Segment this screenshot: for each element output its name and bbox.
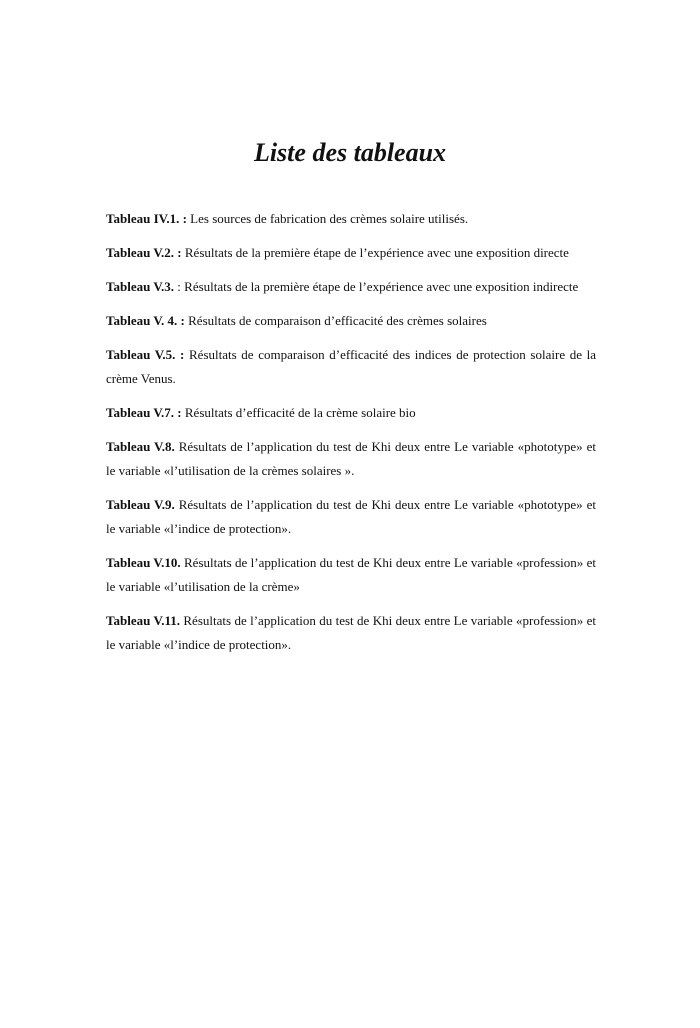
table-entry-label: Tableau V. 4. : [106, 313, 185, 328]
table-entry-label: Tableau V.8. [106, 439, 175, 454]
table-entry-text: Résultats de l’application du test de Khi deux entre Le variable «profession» et le variable «l’utilisation de la crème» [106, 555, 597, 594]
table-entry-text: Résultats de l’application du test de Khi deux entre Le variable «phototype» et le variable «l’utilisation de la crèmes solaires ». [106, 439, 597, 478]
table-entry [106, 343, 596, 391]
table-entry [106, 207, 596, 231]
table-entry-label: Tableau V.10. [106, 555, 181, 570]
table-entry-text: Résultats de comparaison d’efficacité des indices de protection solaire de la crème Venus. [106, 347, 596, 386]
table-entry-text: Résultats de la première étape de l’expérience avec une exposition directe [181, 245, 569, 260]
table-entry [106, 493, 596, 541]
page-title: Liste des tableaux [253, 138, 447, 167]
table-entry-label: Tableau V.11. [106, 613, 180, 628]
table-entry [106, 241, 596, 265]
table-entry-label: Tableau V.5. : [106, 347, 185, 362]
table-entry-text: Résultats d’efficacité de la crème solaire bio [181, 405, 416, 420]
table-entry-label: Tableau V.7. : [106, 405, 182, 420]
table-entry-text: Résultats de l’application du test de Khi deux entre Le variable «phototype» et le variable «l’indice de protection». [106, 497, 597, 536]
table-entry-label: Tableau V.9. [106, 497, 175, 512]
table-entry-text: : Résultats de la première étape de l’expérience avec une exposition indirecte [174, 279, 579, 294]
table-entry [106, 309, 596, 333]
table-entry [106, 435, 596, 483]
table-entry-label: Tableau V.2. : [106, 245, 182, 260]
table-entry-label: Tableau V.3. [106, 279, 175, 294]
table-entry-text: Les sources de fabrication des crèmes solaire utilisés. [186, 211, 469, 226]
table-entry [106, 275, 596, 299]
table-entry [106, 609, 596, 657]
table-entry [106, 551, 596, 599]
table-entry-text: Résultats de l’application du test de Khi deux entre Le variable «profession» et le variable «l’indice de protection». [106, 613, 596, 652]
table-entry-text: Résultats de comparaison d’efficacité des crèmes solaires [184, 313, 487, 328]
table-entry [106, 401, 596, 425]
table-entry-label: Tableau IV.1. : [106, 211, 187, 226]
